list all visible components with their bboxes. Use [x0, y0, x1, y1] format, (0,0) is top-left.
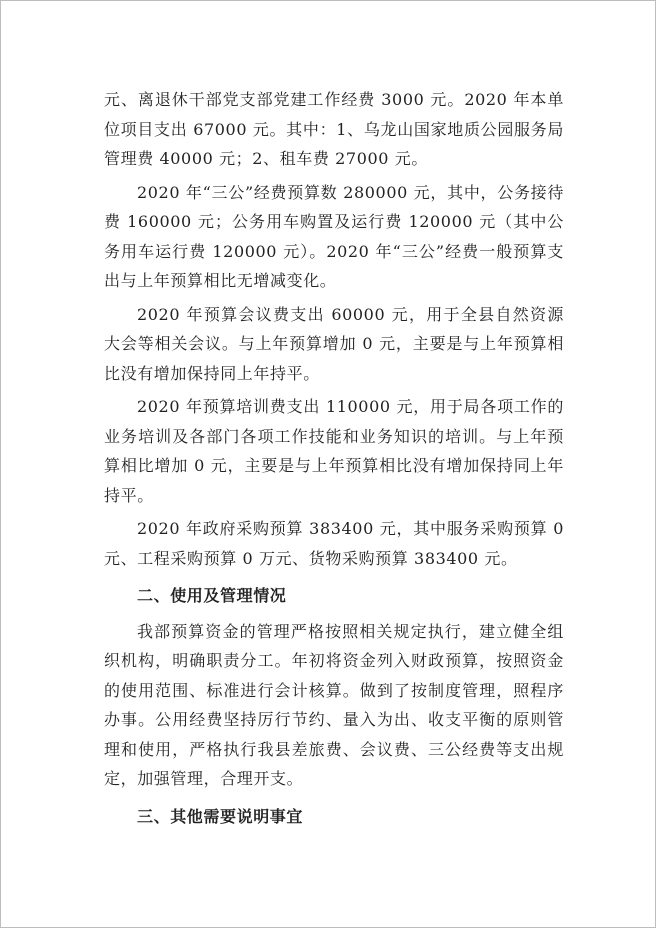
document-body	[104, 85, 564, 837]
heading-other-matters: 三、其他需要说明事宜	[137, 806, 304, 826]
paragraph-procurement-budget: 2020 年政府采购预算 383400 元，其中服务采购预算 0 元、工程采购预算 0 万元、货物采购预算 383400 元。	[104, 519, 564, 568]
paragraph-usage-management: 我部预算资金的管理严格按照相关规定执行，建立健全组织机构，明确职责分工。年初将资金列入财政预算，按照资金的使用范围、标准进行会计核算。做到了按制度管理，照程序办事。公用经费坚持厉行节约、量入为出、收支平衡的原则管理和使用，严格执行我县差旅费、会议费、三公经费等支出规定，加强管理，合理开支。	[104, 621, 564, 788]
paragraph-continued-expenses: 元、离退休干部党支部党建工作经费 3000 元。2020 年本单位项目支出 67000 元。其中：1、乌龙山国家地质公园服务局管理费 40000 元；2、租车费 27000 元。	[104, 90, 564, 168]
heading-usage-management: 二、使用及管理情况	[137, 586, 287, 605]
paragraph-meeting-expenses: 2020 年预算会议费支出 60000 元，用于全县自然资源大会等相关会议。与上年预算增加 0 元，主要是与上年预算相比没有增加保持同上年持平。	[104, 304, 564, 383]
paragraph-three-public-expenses: 2020 年“三公”经费预算数 280000 元，其中，公务接待费 160000 元；公务用车购置及运行费 120000 元（其中公务用车运行费 120000 元）。2020 年“三公”经费一般预算支出与上年预算相比无增减变化。	[104, 182, 564, 290]
paragraph-training-expenses: 2020 年预算培训费支出 110000 元，用于局各项工作的业务培训及各部门各项工作技能和业务知识的培训。与上年预算相比增加 0 元，主要是与上年预算相比没有增加保持同上年持平。	[104, 397, 564, 505]
